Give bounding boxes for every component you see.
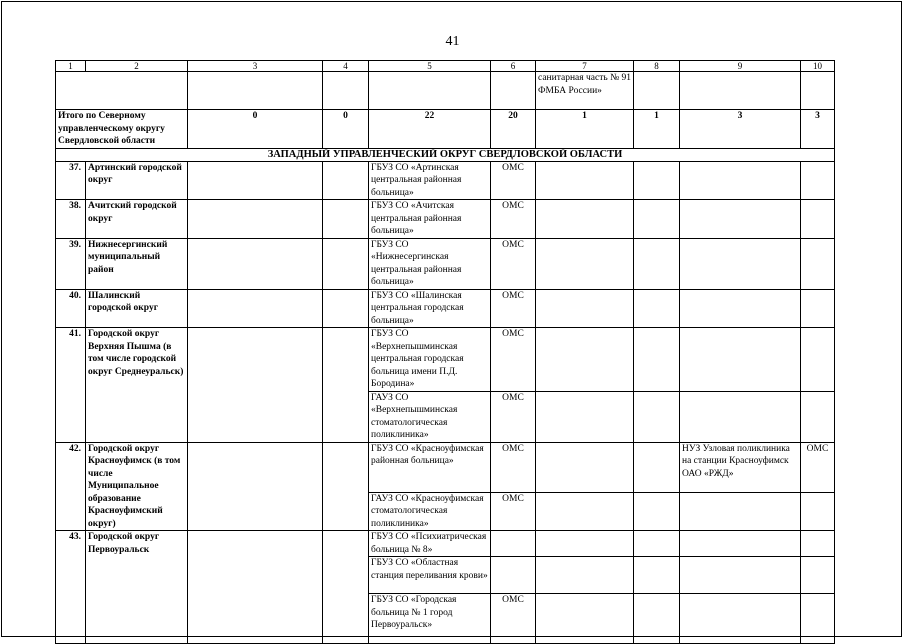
district-name: Городской округ Верхняя Пышма (в том числе городской округ Среднеуральск) xyxy=(86,328,188,443)
total-label: Итого по Северному управленческому округу Свердловской области xyxy=(56,110,188,149)
total-value: 0 xyxy=(323,110,369,149)
header-cell: 10 xyxy=(801,61,835,72)
district-name: Нижнесергинский муниципальный район xyxy=(86,238,188,289)
total-value: 1 xyxy=(634,110,680,149)
partner-funding-type: ОМС xyxy=(801,442,835,492)
table-row xyxy=(56,200,835,239)
organization-name: ГБУЗ СО «Нижнесергинская центральная районная больница» xyxy=(369,238,491,289)
row-number: 38. xyxy=(56,200,86,239)
carry-over-row xyxy=(56,72,835,110)
funding-type: ОМС xyxy=(491,442,536,492)
row-number: 43. xyxy=(56,531,86,644)
header-cell: 3 xyxy=(188,61,323,72)
organization-name: ГБУЗ СО «Верхнепышминская центральная городская больница имени П.Д. Бородина» xyxy=(369,328,491,392)
total-value: 20 xyxy=(491,110,536,149)
section-title: ЗАПАДНЫЙ УПРАВЛЕНЧЕСКИЙ ОКРУГ СВЕРДЛОВСКОЙ ОБЛАСТИ xyxy=(56,148,835,161)
organization-name: ГБУЗ СО «Артинская центральная районная больница» xyxy=(369,161,491,200)
organization-name: ГАУЗ СО «Красноуфимская стоматологическая поликлиника» xyxy=(369,492,491,531)
row-number: 42. xyxy=(56,442,86,531)
table-row xyxy=(56,161,835,200)
data-table xyxy=(55,60,835,644)
district-name: Ачитский городской округ xyxy=(86,200,188,239)
district-name: Шалинский городской округ xyxy=(86,289,188,328)
header-cell: 9 xyxy=(680,61,801,72)
organization-name: ГБУЗ СО «Психиатрическая больница № 8» xyxy=(369,531,491,557)
organization-name: ГБУЗ СО «Ачитская центральная районная больница» xyxy=(369,200,491,239)
funding-type: ОМС xyxy=(491,238,536,289)
partner-organization: НУЗ Узловая поликлиника на станции Красноуфимск ОАО «РЖД» xyxy=(680,442,801,492)
header-cell: 7 xyxy=(536,61,634,72)
row-number: 37. xyxy=(56,161,86,200)
funding-type xyxy=(491,531,536,557)
page-number: 41 xyxy=(445,34,460,49)
district-name: Городской округ Первоуральск xyxy=(86,531,188,644)
total-value: 22 xyxy=(369,110,491,149)
total-value: 3 xyxy=(680,110,801,149)
header-cell: 2 xyxy=(86,61,188,72)
table-row xyxy=(56,531,835,557)
table-row xyxy=(56,238,835,289)
organization-name: ГБУЗ СО «Шалинская центральная городская больница» xyxy=(369,289,491,328)
header-cell: 8 xyxy=(634,61,680,72)
organization-name: ГАУЗ СО «Верхнепышминская стоматологическая поликлиника» xyxy=(369,391,491,442)
table-row xyxy=(56,328,835,392)
section-row xyxy=(56,148,835,161)
organization-name: ГБУЗ СО «Красноуфимская районная больница» xyxy=(369,442,491,492)
total-row xyxy=(56,110,835,149)
header-cell: 4 xyxy=(323,61,369,72)
carry-over-text: санитарная часть № 91 ФМБА России» xyxy=(536,72,634,110)
district-name: Артинский городской округ xyxy=(86,161,188,200)
table-row xyxy=(56,442,835,492)
funding-type: ОМС xyxy=(491,492,536,531)
district-name: Городской округ Красноуфимск (в том числе Муниципальное образование Красноуфимский округ) xyxy=(86,442,188,531)
total-value: 1 xyxy=(536,110,634,149)
funding-type: ОМС xyxy=(491,200,536,239)
funding-type: ОМС xyxy=(491,328,536,392)
header-cell: 6 xyxy=(491,61,536,72)
funding-type: ОМС xyxy=(491,161,536,200)
organization-name: ГБУЗ СО «Областная станция переливания крови» xyxy=(369,557,491,594)
table-row xyxy=(56,289,835,328)
funding-type: ОМС xyxy=(491,391,536,442)
total-value: 0 xyxy=(188,110,323,149)
funding-type: ОМС xyxy=(491,289,536,328)
total-value: 3 xyxy=(801,110,835,149)
header-row xyxy=(56,61,835,72)
header-cell: 1 xyxy=(56,61,86,72)
row-number: 39. xyxy=(56,238,86,289)
row-number: 41. xyxy=(56,328,86,443)
funding-type: ОМС xyxy=(491,594,536,644)
funding-type xyxy=(491,557,536,594)
organization-name: ГБУЗ СО «Городская больница № 1 город Первоуральск» xyxy=(369,594,491,644)
header-cell: 5 xyxy=(369,61,491,72)
row-number: 40. xyxy=(56,289,86,328)
